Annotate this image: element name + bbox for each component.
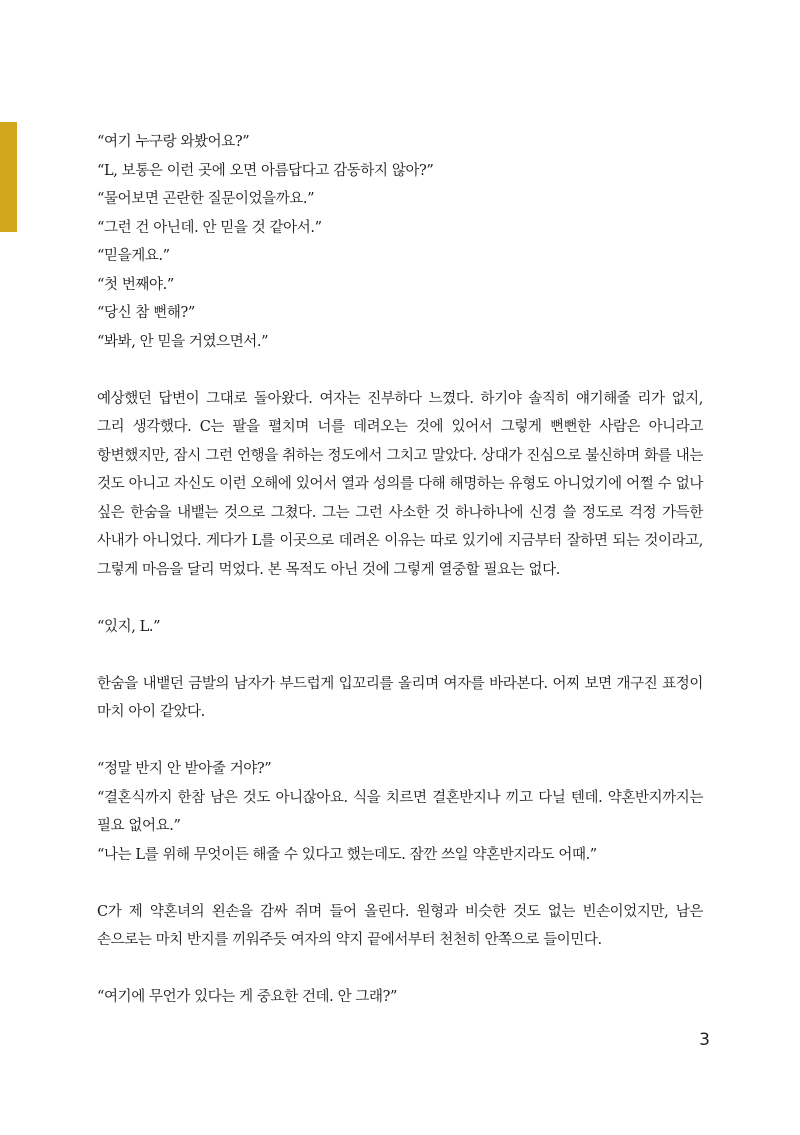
dialogue-line: “여기 누구랑 와봤어요?” <box>97 134 250 150</box>
paragraph-gap <box>97 641 703 670</box>
dialogue-line: “결혼식까지 한참 남은 것도 아니잖아요. 식을 치르면 결혼반지나 끼고 다닐 텐데. 약혼반지까지는 필요 없어요.” <box>97 789 703 834</box>
dialogue-block-1 <box>97 128 703 356</box>
dialogue-line: “그런 건 아닌데. 안 믿을 것 같아서.” <box>97 219 322 236</box>
dialogue-line: “물어보면 곤란한 질문이었을까요.” <box>97 191 315 207</box>
chapter-side-tab <box>0 122 17 232</box>
page-number: 3 <box>699 1030 710 1050</box>
paragraph-gap <box>97 727 703 756</box>
dialogue-line: “첫 번째야.” <box>97 276 174 293</box>
narrative-paragraph-1: 예상했던 답변이 그대로 돌아왔다. 여자는 진부하다 느꼈다. 하기야 솔직히 얘기해줄 리가 없지, 그리 생각했다. C는 팔을 펼치며 너를 데려오는 것에 있어서 그렇게 뻔뻔한 사람은 아니라고 항변했지만, 잠시 그런 언행을 취하는 정도에서 그치고 말았다. 상대가 진심으로 불신하며 화를 내는 것도 아니고 자신도 이런 오해에 있어서 열과 성의를 다해 해명하는 유형도 아니었기에 어쩔 수 없나 싶은 한숨을 내뱉는 것으로 그쳤다. 그는 그런 사소한 것 하나하나에 신경 쓸 정도로 걱정 가득한 사내가 아니었다. 게다가 L를 이곳으로 데려온 이유는 따로 있기에 지금부터 잘하면 되는 것이라고, 그렇게 마음을 달리 먹었다. 본 목적도 아닌 것에 그렇게 열중할 필요는 없다. <box>97 390 703 578</box>
closing-dialogue-line: “여기에 무언가 있다는 게 중요한 건데. 안 그래?” <box>97 989 397 1005</box>
dialogue-line: “나는 L를 위해 무엇이든 해줄 수 있다고 했는데도. 잠깐 쓰일 약혼반지라도 어때.” <box>97 846 597 863</box>
dialogue-line: “봐봐, 안 믿을 거였으면서.” <box>97 333 269 350</box>
dialogue-line-listen: “있지, L.” <box>97 618 161 635</box>
dialogue-line: “당신 참 뻔해?” <box>97 305 195 321</box>
narrative-paragraph-3: C가 제 약혼녀의 왼손을 감싸 쥐며 들어 올린다. 원형과 비슷한 것도 없는 빈손이었지만, 남은 손으로는 마치 반지를 끼워주듯 여자의 약지 끝에서부터 천천히 안쪽으로 들이민다. <box>97 903 703 948</box>
dialogue-block-2 <box>97 755 703 869</box>
dialogue-line: “믿을게요.” <box>97 248 170 264</box>
paragraph-gap <box>97 356 703 385</box>
dialogue-line: “정말 반지 안 받아줄 거야?” <box>97 761 272 777</box>
narrative-paragraph-2: 한숨을 내뱉던 금발의 남자가 부드럽게 입꼬리를 올리며 여자를 바라본다. 어찌 보면 개구진 표정이 마치 아이 같았다. <box>97 675 703 720</box>
page-body <box>97 128 703 1012</box>
paragraph-gap <box>97 584 703 613</box>
paragraph-gap <box>97 869 703 898</box>
dialogue-line: “L, 보통은 이런 곳에 오면 아름답다고 감동하지 않아?” <box>97 162 434 179</box>
paragraph-gap <box>97 955 703 984</box>
